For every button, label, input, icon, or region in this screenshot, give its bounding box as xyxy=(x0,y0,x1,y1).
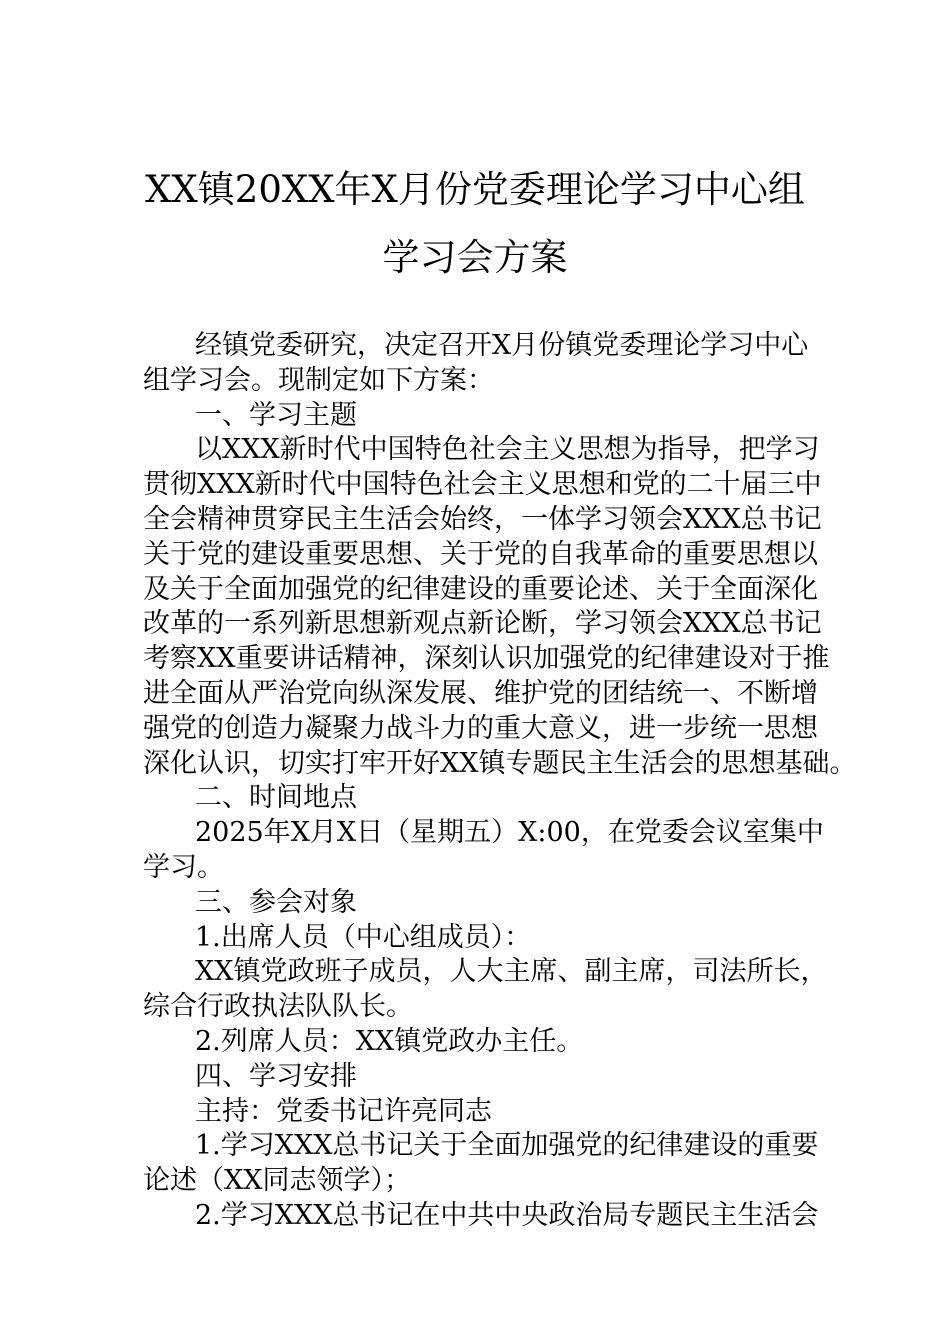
paragraph-line: 2025年X月X日（星期五）X:00，在党委会议室集中 xyxy=(195,817,824,849)
paragraph-line: 综合行政执法队队长。 xyxy=(143,991,413,1023)
paragraph-line: 组学习会。现制定如下方案： xyxy=(143,364,494,396)
paragraph-line: 强党的创造力凝聚力战斗力的重大意义，进一步统一思想 xyxy=(143,712,818,744)
paragraph-line: 经镇党委研究，决定召开X月份镇党委理论学习中心 xyxy=(195,330,809,361)
paragraph-line: 改革的一系列新思想新观点新论断，学习领会XXX总书记 xyxy=(143,608,822,640)
paragraph-line: 1.出席人员（中心组成员）： xyxy=(195,921,532,953)
section-heading: 二、时间地点 xyxy=(195,782,357,814)
section-heading: 一、学习主题 xyxy=(195,399,357,431)
paragraph-line: 主持：党委书记许亮同志 xyxy=(195,1095,492,1127)
paragraph-line: 关于党的建设重要思想、关于党的自我革命的重要思想以 xyxy=(143,538,818,570)
document-title-line-1: XX镇20XX年X月份党委理论学习中心组 xyxy=(145,168,805,211)
paragraph-line: 2.列席人员：XX镇党政办主任。 xyxy=(195,1025,584,1057)
section-heading: 三、参会对象 xyxy=(195,886,357,918)
paragraph-line: 2.学习XXX总书记在中共中央政治局专题民主生活会 xyxy=(195,1199,819,1231)
paragraph-line: 进全面从严治党向纵深发展、维护党的团结统一、不断增 xyxy=(143,677,818,709)
paragraph-line: 贯彻XXX新时代中国特色社会主义思想和党的二十届三中 xyxy=(143,469,822,501)
paragraph-line: XX镇党政班子成员，人大主席、副主席，司法所长， xyxy=(195,956,828,988)
paragraph-line: 以XXX新时代中国特色社会主义思想为指导，把学习 xyxy=(195,434,820,466)
paragraph-line: 论述（XX同志领学）； xyxy=(143,1165,411,1197)
paragraph-line: 学习。 xyxy=(143,851,224,883)
document-title-line-2: 学习会方案 xyxy=(382,236,568,279)
paragraph-line: 及关于全面加强党的纪律建设的重要论述、关于全面深化 xyxy=(143,573,818,605)
section-heading: 四、学习安排 xyxy=(195,1060,357,1092)
paragraph-line: 考察XX重要讲话精神，深刻认识加强党的纪律建设对于推 xyxy=(143,643,830,675)
paragraph-line: 全会精神贯穿民主生活会始终，一体学习领会XXX总书记 xyxy=(143,503,822,535)
paragraph-line: 深化认识，切实打牢开好XX镇专题民主生活会的思想基础。 xyxy=(143,747,857,779)
paragraph-line: 1.学习XXX总书记关于全面加强党的纪律建设的重要 xyxy=(195,1130,819,1162)
document-body xyxy=(143,329,857,1234)
